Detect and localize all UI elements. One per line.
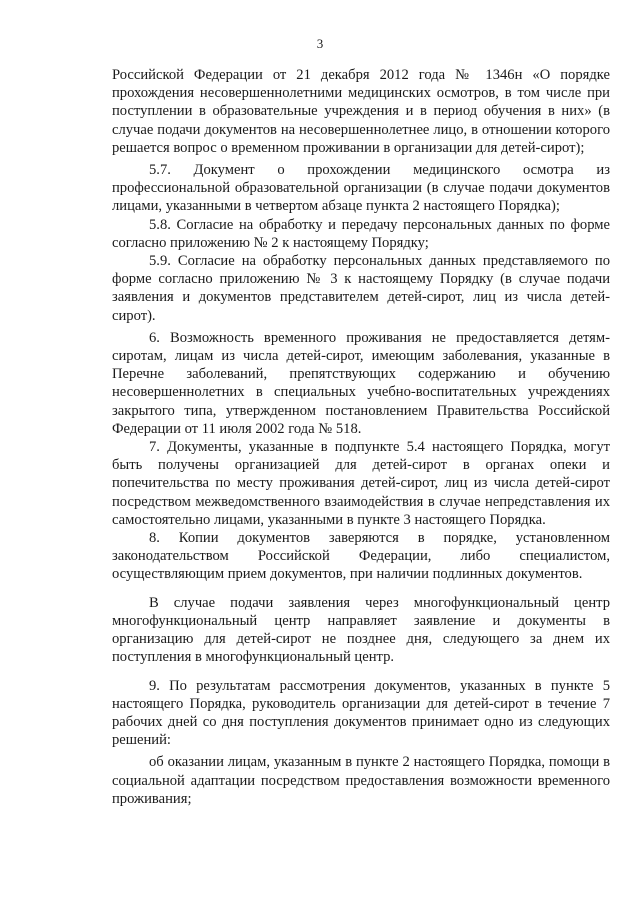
paragraph-decision-1: об оказании лицам, указанным в пункте 2 настоящего Порядка, помощи в социальной адаптации посредством предоставления возможности временного проживания;: [112, 754, 610, 807]
paragraph-5-8: 5.8. Согласие на обработку и передачу персональных данных по форме согласно приложению № 2 к настоящему Порядку;: [112, 216, 610, 251]
page-number: 3: [316, 36, 324, 51]
paragraph-7: 7. Документы, указанные в подпункте 5.4 настоящего Порядка, могут быть получены организацией для детей-сирот в органах опеки и попечительства по месту проживания детей-сирот, лиц из числа детей-сирот посредством межведомственного взаимодействия в случае непредставления их самостоятельно лицами, указанными в пункте 3 настоящего Порядка.: [112, 439, 610, 528]
document-body: [112, 66, 610, 808]
paragraph-mfc: В случае подачи заявления через многофункциональный центр многофункциональный центр направляет заявление и документы в организацию для детей-сирот не позднее дня, следующего за днем их поступления в многофункциональный центр.: [112, 594, 610, 666]
paragraph-8: 8. Копии документов заверяются в порядке, установленном законодательством Российской Федерации, либо специалистом, осуществляющим прием документов, при наличии подлинных документов.: [112, 530, 610, 583]
paragraph-continuation: Российской Федерации от 21 декабря 2012 года № 1346н «О порядке прохождения несовершеннолетними медицинских осмотров, в том числе при поступлении в образовательные учреждения и в период обучения в них» (в случае подачи документов на несовершеннолетнее лицо, в отношении которого решается вопрос о временном проживании в организации для детей-сирот);: [112, 67, 610, 156]
paragraph-5-7: 5.7. Документ о прохождении медицинского осмотра из профессиональной образовательной организации (в случае подачи документов лицами, указанными в четвертом абзаце пункта 2 настоящего Порядка);: [112, 162, 610, 215]
paragraph-9: 9. По результатам рассмотрения документов, указанных в пункте 5 настоящего Порядка, руководитель организации для детей-сирот в течение 7 рабочих дней со дня поступления документов принимает одно из следующих решений:: [112, 677, 610, 749]
paragraph-5-9: 5.9. Согласие на обработку персональных данных представляемого по форме согласно приложению № 3 к настоящему Порядку (в случае подачи заявления и документов представителем детей-сирот, лиц из числа детей-сирот).: [112, 253, 610, 324]
paragraph-6: 6. Возможность временного проживания не предоставляется детям-сиротам, лицам из числа детей-сирот, имеющим заболевания, указанные в Перечне заболеваний, препятствующих содержанию и обучению несовершеннолетних в специальных учебно-воспитательных учреждениях закрытого типа, утвержденном постановлением Правительства Российской Федерации от 11 июля 2002 года № 518.: [112, 329, 610, 437]
